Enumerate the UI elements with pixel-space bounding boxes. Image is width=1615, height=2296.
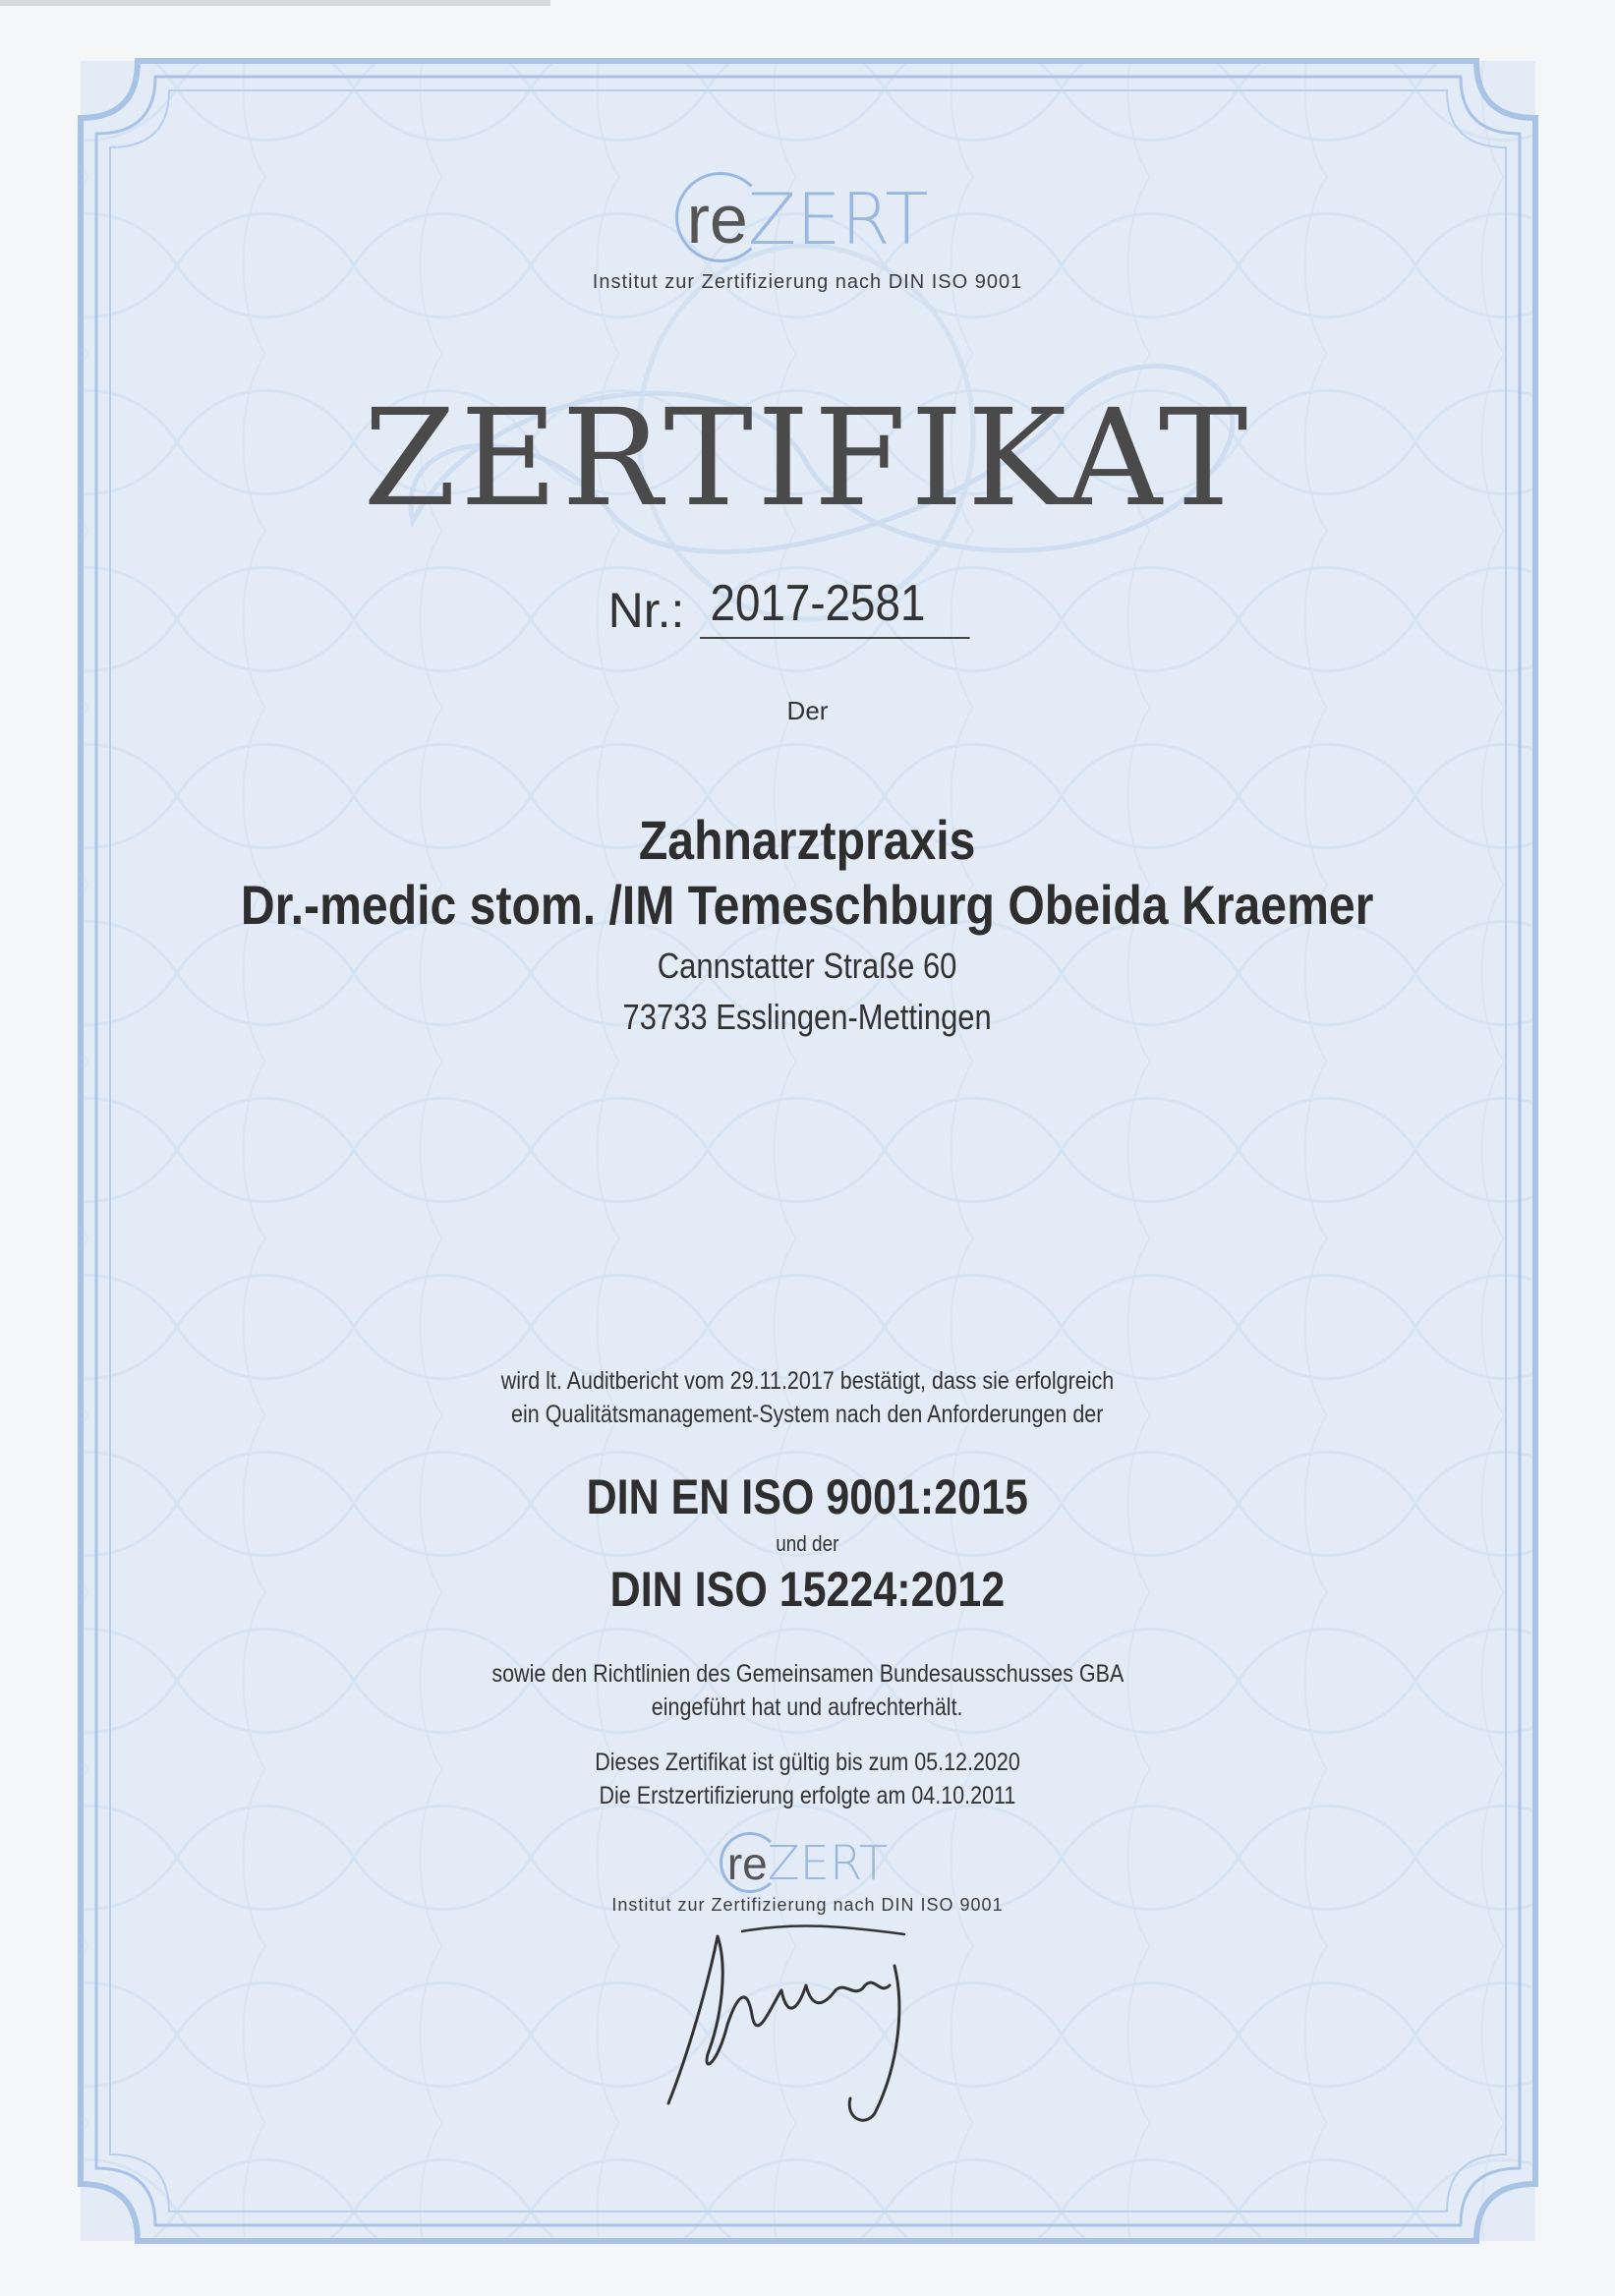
guidelines-line2: eingeführt hat und aufrechterhält. [652, 1693, 963, 1721]
holder-city [0, 997, 1615, 1038]
norm-iso-9001-text: DIN EN ISO 9001:2015 [586, 1469, 1029, 1524]
certificate-number-row [0, 574, 1615, 639]
logo-subtitle: Institut zur Zertifizierung nach DIN ISO 9001 [592, 271, 1023, 293]
validity-line2: Die Erstzertifizierung erfolgte am 04.10.2011 [599, 1782, 1016, 1809]
certificate-title: ZERTIFIKAT [363, 381, 1252, 537]
logo-subtitle-bottom: Institut zur Zertifizierung nach DIN ISO 9001 [611, 1895, 1004, 1915]
certificate-number-label: Nr.: [607, 583, 685, 638]
audit-statement-line1: wird lt. Auditbericht vom 29.11.2017 bestätigt, dass sie erfolgreich [500, 1367, 1115, 1395]
rezert-logo-bottom [0, 1834, 1615, 1893]
norm-iso-9001 [0, 1468, 1615, 1525]
holder-city-text: 73733 Esslingen-Mettingen [622, 997, 993, 1037]
signature [649, 1907, 1003, 2143]
logo-zert-text: ZERT [747, 178, 929, 260]
audit-statement [0, 1364, 1615, 1431]
norm-iso-15224 [0, 1561, 1615, 1618]
holder-street [0, 946, 1615, 987]
validity-line1: Dieses Zertifikat ist gültig bis zum 05.12.2020 [595, 1749, 1020, 1776]
holder-street-text: Cannstatter Straße 60 [658, 946, 957, 986]
norm-iso-15224-text: DIN ISO 15224:2012 [609, 1562, 1006, 1617]
validity-statement [0, 1746, 1615, 1812]
logo-re-text: re [686, 181, 748, 258]
logo-ring-icon [675, 172, 766, 262]
holder-name-line1-text: Zahnarztpraxis [639, 809, 976, 871]
holder-name-line2 [0, 873, 1615, 937]
logo-zert-bottom-text: ZERT [767, 1836, 889, 1891]
logo-re-bottom-text: re [726, 1838, 768, 1889]
guidelines-statement [0, 1657, 1615, 1724]
rezert-logo [0, 175, 1615, 263]
certificate-number: 2017-2581 [700, 574, 970, 639]
audit-statement-line2: ein Qualitätsmanagement-System nach den Anforderungen der [511, 1401, 1104, 1428]
guidelines-line1: sowie den Richtlinien des Gemeinsamen Bundesausschusses GBA [491, 1660, 1124, 1688]
norm-connector [0, 1531, 1615, 1557]
der-label: Der [786, 696, 829, 725]
norm-connector-text: und der [776, 1531, 839, 1556]
holder-name-line1 [0, 808, 1615, 872]
logo-ring-bottom-icon [720, 1832, 780, 1893]
holder-name-line2-text: Dr.-medic stom. /IM Temeschburg Obeida Kraemer [241, 874, 1374, 936]
